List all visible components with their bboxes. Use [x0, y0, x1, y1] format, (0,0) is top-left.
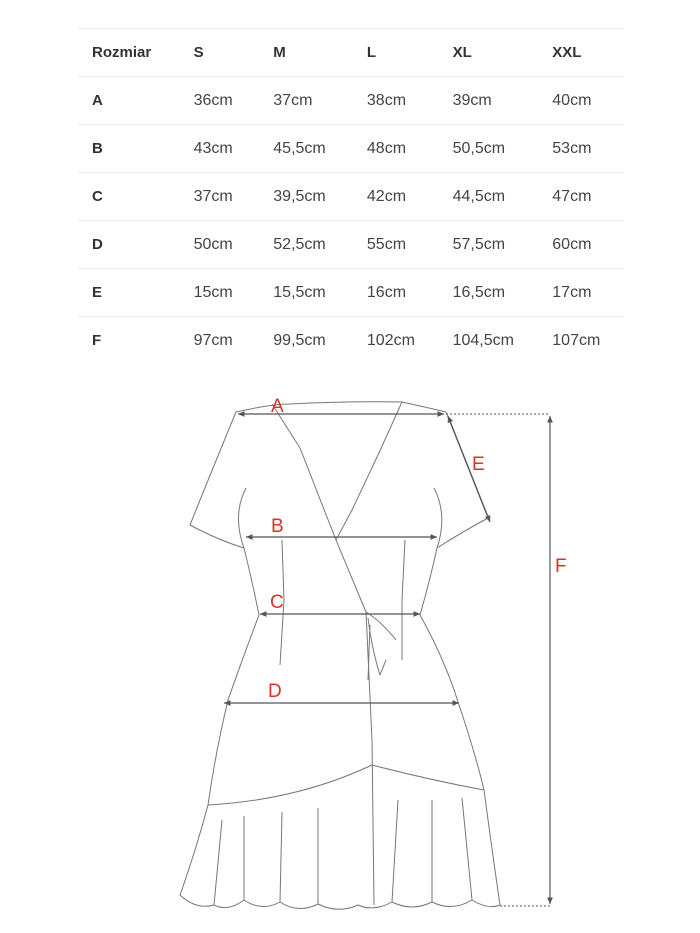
- table-cell: 43cm: [180, 125, 260, 173]
- right-armhole: [434, 488, 442, 548]
- table-cell: 60cm: [538, 221, 622, 269]
- label-a: A: [271, 396, 284, 417]
- dress-diagram: [0, 370, 700, 930]
- row-label: C: [78, 173, 180, 221]
- row-label: F: [78, 317, 180, 365]
- right-dart: [402, 540, 405, 660]
- right-bodice-side: [420, 548, 437, 615]
- table-cell: 45,5cm: [259, 125, 353, 173]
- table-cell: 17cm: [538, 269, 622, 317]
- neckline: [236, 402, 446, 412]
- table-cell: 99,5cm: [259, 317, 353, 365]
- label-e: E: [472, 454, 485, 475]
- left-skirt-side: [208, 615, 259, 805]
- wrap-line-left: [272, 404, 374, 905]
- row-label: A: [78, 77, 180, 125]
- measurement-labels: [268, 396, 567, 702]
- table-cell: 16cm: [353, 269, 439, 317]
- table-cell: 52,5cm: [259, 221, 353, 269]
- wrap-line-right: [336, 402, 402, 540]
- header-m: M: [259, 29, 353, 77]
- table-cell: 50cm: [180, 221, 260, 269]
- header-xl: XL: [439, 29, 539, 77]
- ruffle: [180, 790, 500, 909]
- row-label: E: [78, 269, 180, 317]
- row-label: B: [78, 125, 180, 173]
- table-row: [78, 77, 622, 125]
- table-row: [78, 173, 622, 221]
- table-cell: 36cm: [180, 77, 260, 125]
- label-d: D: [268, 681, 282, 702]
- header-l: L: [353, 29, 439, 77]
- table-row: [78, 269, 622, 317]
- table-cell: 97cm: [180, 317, 260, 365]
- table-header-row: [78, 29, 622, 77]
- hem-seam: [208, 765, 484, 805]
- header-xxl: XXL: [538, 29, 622, 77]
- row-label: D: [78, 221, 180, 269]
- label-f: F: [555, 556, 567, 577]
- table-cell: 57,5cm: [439, 221, 539, 269]
- ruffle-folds: [214, 798, 472, 905]
- dress-outline: [180, 402, 500, 910]
- measurement-lines: [224, 414, 550, 906]
- left-bodice-side: [244, 548, 259, 615]
- size-table: [78, 28, 622, 364]
- table-cell: 15,5cm: [259, 269, 353, 317]
- right-sleeve: [437, 412, 488, 548]
- table-cell: 48cm: [353, 125, 439, 173]
- header-size: Rozmiar: [78, 29, 180, 77]
- header-s: S: [180, 29, 260, 77]
- left-sleeve: [190, 412, 244, 548]
- table-cell: 104,5cm: [439, 317, 539, 365]
- table-cell: 107cm: [538, 317, 622, 365]
- table-cell: 16,5cm: [439, 269, 539, 317]
- table-cell: 37cm: [180, 173, 260, 221]
- table-row: [78, 317, 622, 365]
- left-armhole: [238, 488, 246, 548]
- table-cell: 47cm: [538, 173, 622, 221]
- table-cell: 53cm: [538, 125, 622, 173]
- table-cell: 39,5cm: [259, 173, 353, 221]
- table-cell: 102cm: [353, 317, 439, 365]
- table-cell: 40cm: [538, 77, 622, 125]
- table-row: [78, 125, 622, 173]
- table-cell: 37cm: [259, 77, 353, 125]
- label-b: B: [271, 516, 284, 537]
- table-cell: 44,5cm: [439, 173, 539, 221]
- table-cell: 15cm: [180, 269, 260, 317]
- table-cell: 55cm: [353, 221, 439, 269]
- label-c: C: [270, 592, 284, 613]
- table-cell: 38cm: [353, 77, 439, 125]
- table-cell: 50,5cm: [439, 125, 539, 173]
- table-cell: 39cm: [439, 77, 539, 125]
- table-row: [78, 221, 622, 269]
- waist-tie: [366, 612, 396, 680]
- table-cell: 42cm: [353, 173, 439, 221]
